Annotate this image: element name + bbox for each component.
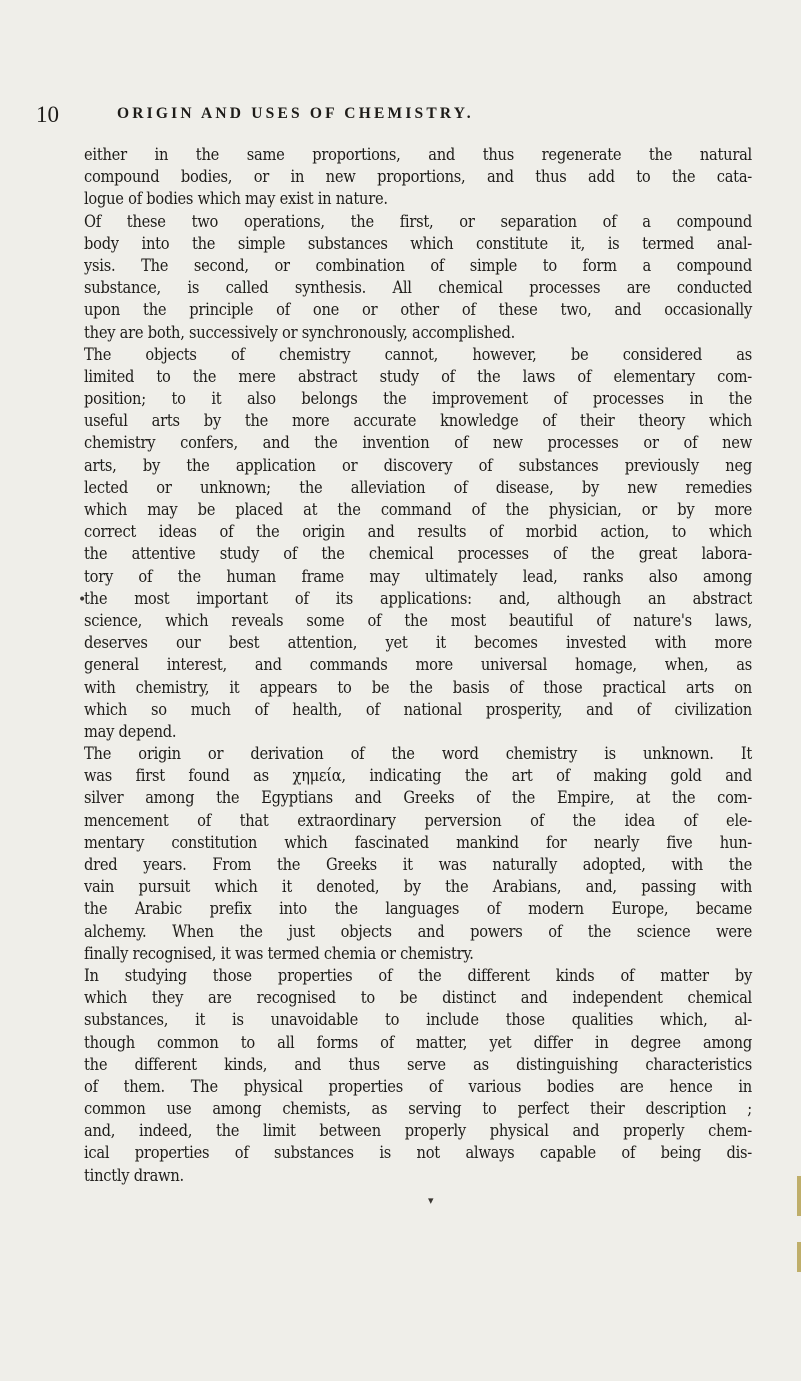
- text-line: the different kinds, and thus serve as distinguishing characteristics: [84, 1054, 752, 1074]
- text-line: common use among chemists, as serving to perfect their description ;: [84, 1099, 752, 1119]
- page-header: [0, 102, 801, 134]
- body-text: [84, 144, 752, 1187]
- text-line: the Arabic prefix into the languages of modern Europe, became: [84, 899, 752, 919]
- text-line: The origin or derivation of the word chemistry is unknown. It: [84, 744, 752, 764]
- text-line: useful arts by the more accurate knowledge of their theory which: [84, 411, 752, 431]
- text-line: upon the principle of one or other of these two, and occasionally: [84, 300, 752, 320]
- text-line: finally recognised, it was termed chemia or chemistry.: [84, 943, 474, 963]
- text-line: which they are recognised to be distinct and independent chemical: [84, 988, 752, 1008]
- ink-speck: ▾: [428, 1194, 434, 1207]
- text-line: substances, it is unavoidable to include those qualities which, al-: [84, 1010, 752, 1030]
- text-line: was first found as χημεία, indicating the art of making gold and: [84, 766, 752, 786]
- text-line: mencement of that extraordinary perversion of the idea of ele-: [84, 810, 752, 830]
- text-line: either in the same proportions, and thus regenerate the natural: [84, 145, 752, 164]
- text-line: position; to it also belongs the improvement of processes in the: [84, 389, 752, 409]
- text-line: alchemy. When the just objects and powers of the science were: [84, 921, 752, 941]
- text-line: though common to all forms of matter, yet differ in degree among: [84, 1032, 752, 1052]
- text-line: Of these two operations, the first, or separation of a compound: [84, 211, 752, 231]
- text-line: which so much of health, of national prosperity, and of civilization: [84, 699, 752, 719]
- text-line: of them. The physical properties of various bodies are hence in: [84, 1076, 752, 1096]
- text-line: mentary constitution which fascinated mankind for nearly five hun-: [84, 832, 752, 852]
- text-line: science, which reveals some of the most beautiful of nature's laws,: [84, 610, 752, 630]
- text-line: correct ideas of the origin and results of morbid action, to which: [84, 522, 752, 542]
- text-line: logue of bodies which may exist in nature.: [84, 189, 388, 209]
- text-line: In studying those properties of the different kinds of matter by: [84, 965, 752, 985]
- text-line: chemistry confers, and the invention of new processes or of new: [84, 433, 752, 453]
- text-line: they are both, successively or synchronously, accomplished.: [84, 322, 515, 342]
- text-line: tinctly drawn.: [84, 1165, 184, 1185]
- text-line: arts, by the application or discovery of substances previously neg: [84, 455, 752, 475]
- page-edge-stain: [797, 1176, 801, 1216]
- text-line: with chemistry, it appears to be the basis of those practical arts on: [84, 677, 752, 697]
- text-line: deserves our best attention, yet it becomes invested with more: [84, 633, 752, 653]
- text-line: dred years. From the Greeks it was naturally adopted, with the: [84, 855, 752, 874]
- text-line: and, indeed, the limit between properly physical and properly chem-: [84, 1121, 752, 1141]
- text-line: the most important of its applications: and, although an abstract: [84, 588, 752, 608]
- text-line: limited to the mere abstract study of the laws of elementary com-: [84, 366, 752, 386]
- text-line: body into the simple substances which constitute it, is termed anal-: [84, 233, 752, 253]
- running-title: ORIGIN AND USES OF CHEMISTRY.: [117, 105, 474, 122]
- text-line: tory of the human frame may ultimately lead, ranks also among: [84, 566, 752, 586]
- text-line: ysis. The second, or combination of simple to form a compound: [84, 255, 752, 275]
- text-line: The objects of chemistry cannot, however, be considered as: [84, 344, 752, 364]
- text-line: the attentive study of the chemical processes of the great labora-: [84, 544, 752, 564]
- text-line: lected or unknown; the alleviation of disease, by new remedies: [84, 477, 752, 497]
- page-edge-stain: [797, 1242, 801, 1272]
- text-line: vain pursuit which it denoted, by the Arabians, and, passing with: [84, 877, 752, 897]
- text-line: ical properties of substances is not always capable of being dis-: [84, 1143, 752, 1163]
- text-line: may depend.: [84, 721, 177, 741]
- text-line: which may be placed at the command of the physician, or by more: [84, 500, 752, 519]
- text-line: substance, is called synthesis. All chemical processes are conducted: [84, 278, 752, 298]
- text-line: silver among the Egyptians and Greeks of the Empire, at the com-: [84, 788, 752, 808]
- page-number: 10: [36, 102, 59, 127]
- text-line: general interest, and commands more universal homage, when, as: [84, 655, 752, 675]
- text-line: compound bodies, or in new proportions, and thus add to the cata-: [84, 167, 752, 187]
- ink-speck: •: [78, 592, 87, 608]
